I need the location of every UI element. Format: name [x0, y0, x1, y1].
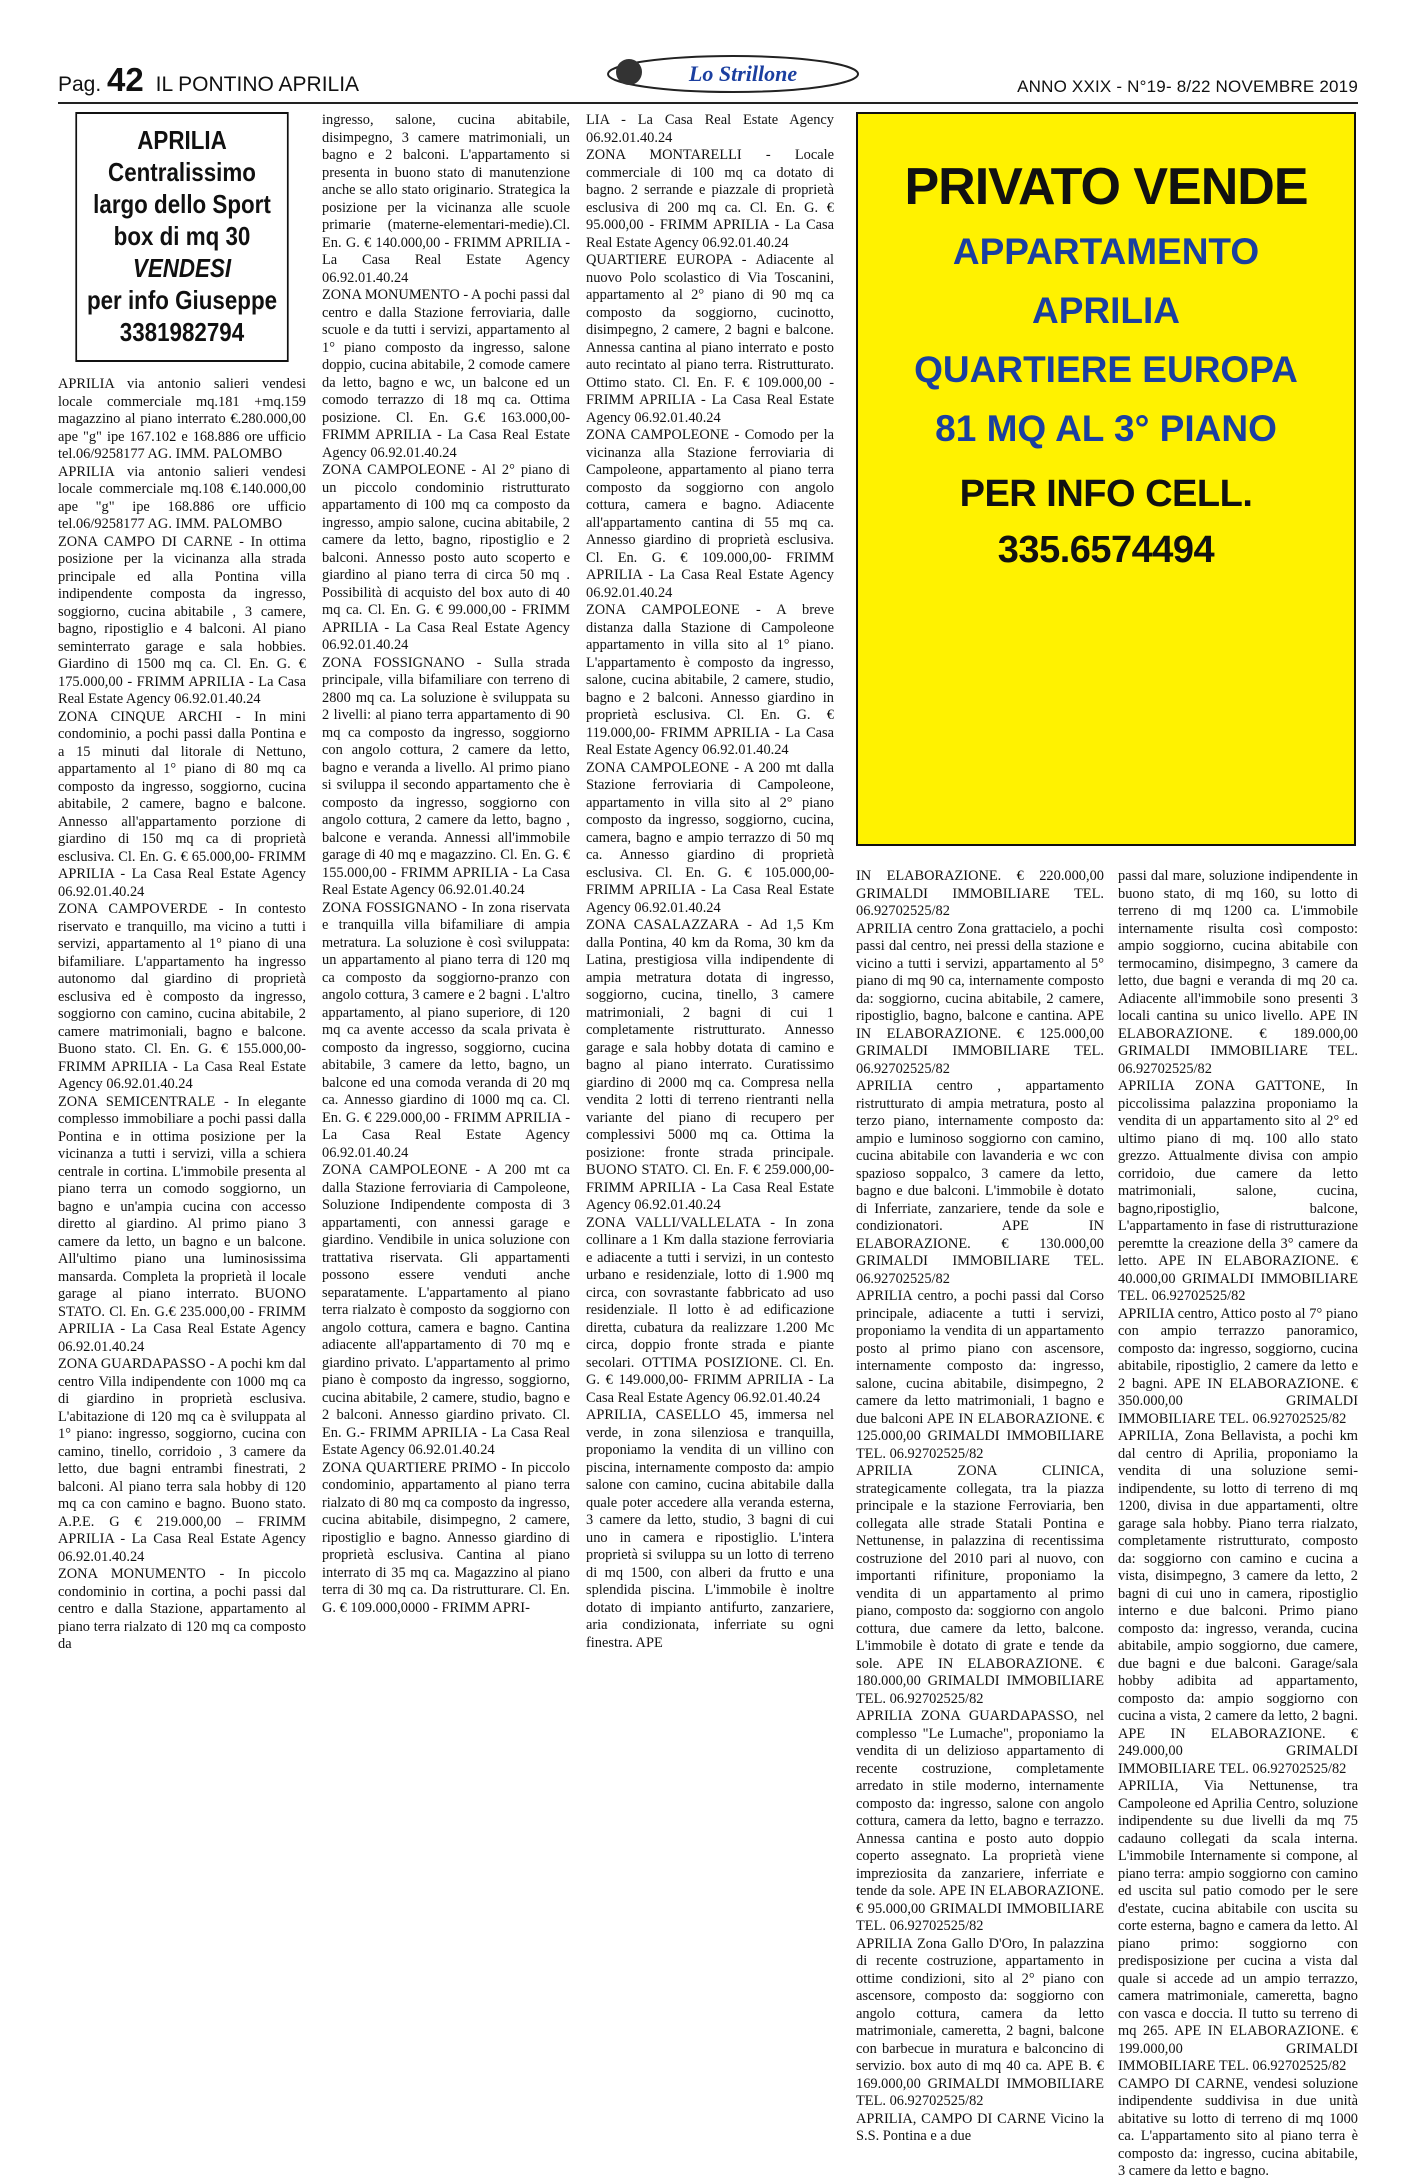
page-number: 42: [107, 61, 144, 98]
classified-ad: APRILIA, Via Nettunense, tra Campoleone ed Aprilia Centro, soluzione indipendente su due livelli da mq 75 cadauno collegati da scala interna. L'immobile Internamente si compone, al piano terra: ampio soggiorno con camino ed uscita sul patio comodo per le sere d'estate, cucina abitabile con uscita su corte esterna, bagno e camera da letto. Al piano primo: soggiorno con predisposizione per cucina a vista dal quale si accede ad un ampio terrazzo, camera matrimoniale, cameretta, bagno con vasca e doccia. Il tutto su terreno di mq 265. APE IN ELABORAZIONE. € 199.000,00 GRIMALDI IMMOBILIARE TEL. 06.92702525/82: [1118, 1778, 1358, 2074]
column-2: [322, 112, 570, 1617]
page-header: [58, 62, 1358, 104]
box-ad-line: APPARTAMENTO: [952, 231, 1260, 272]
classified-ad: ZONA CAMPOLEONE - A 200 mt dalla Stazione ferroviaria di Campoleone, appartamento in villa sito al 2° piano composto da ingresso, soggiorno, cucina, camera, bagno e ampio terrazzo di 50 mq ca. Annesso giardino di proprietà esclusiva. Cl. En. G. € 105.000,00- FRIMM APRILIA - La Casa Real Estate Agency 06.92.01.40.24: [586, 759, 834, 916]
column-3: [586, 112, 834, 1652]
box-ad-aprilia-box: [75, 112, 288, 362]
classified-ad: IN ELABORAZIONE. € 220.000,00 GRIMALDI IMMOBILIARE TEL. 06.92702525/82: [856, 868, 1104, 919]
classified-ad: APRILIA centro , appartamento ristrutturato di ampia metratura, posto al terzo piano, internamente composto da: ampio e luminoso soggiorno con camino, cucina abitabile con lavanderia e wc con spazioso soppalco, 3 camere da letto, bagno e due balconi. L'immobile è dotato di Inferriate, zanzariere, tende da sole e condizionatori. APE IN ELABORAZIONE. € 130.000,00 GRIMALDI IMMOBILIARE TEL. 06.92702525/82: [856, 1078, 1104, 1287]
logo-text: Lo Strillone: [688, 61, 798, 86]
edition-info: ANNO XXIX - N°19- 8/22 NOVEMBRE 2019: [1017, 77, 1358, 96]
box-ad-line: 81 MQ AL 3° PIANO: [935, 408, 1277, 449]
box-ad-vendesi: VENDESI: [132, 253, 232, 283]
box-ad-line: QUARTIERE EUROPA: [914, 349, 1298, 390]
classified-ad: APRILIA ZONA GUARDAPASSO, nel complesso "Le Lumache", proponiamo la vendita di un delizioso appartamento di recente costruzione, completamente arredato in stile moderno, internamente composto da: ingresso, salone con angolo cottura, camera da letto, bagno e terrazzo. Annessa cantina e posto auto doppio coperto assegnato. La proprietà viene impreziosita da zanzariere, inferriate e tende da sole. APE IN ELABORAZIONE. € 95.000,00 GRIMALDI IMMOBILIARE TEL. 06.92702525/82: [856, 1708, 1104, 1934]
classified-ad: APRILIA, Zona Bellavista, a pochi km dal centro di Aprilia, proponiamo la vendita di una soluzione semi-indipendente, su lotto di terreno di mq 1200, divisa in due appartamenti, oltre garage sala hobby. Piano terra rialzato, completamente ristrutturato, composto da: soggiorno con camino e cucina a vista, disimpegno, 3 camere da letto, 2 bagni di cui uno in camera, ripostiglio interno e due balconi. Primo piano composto da: ingresso, veranda, cucina abitabile, ampio soggiorno, due camere, due bagni e due balconi. Garage/sala hobby adibita ad appartamento, composto da: ampio soggiorno con cucina a vista, 2 camere da letto, 2 bagni. APE IN ELABORAZIONE. € 249.000,00 GRIMALDI IMMOBILIARE TEL. 06.92702525/82: [1118, 1428, 1358, 1777]
classified-ad: ZONA CAMPO DI CARNE - In ottima posizione per la vicinanza alla strada principale ed alla Pontina villa indipendente composta da ingresso, soggiorno, cucina abitabile , 3 camere, bagno, ripostiglio e 4 balconi. Al piano seminterrato garage e sala hobbies. Giardino di 1500 mq ca. Cl. En. G. € 175.000,00 - FRIMM APRILIA - La Casa Real Estate Agency 06.92.01.40.24: [58, 533, 306, 707]
box-ad-line: box di mq 30: [113, 221, 251, 251]
classified-ad: ZONA CAMPOLEONE - A 200 mt ca dalla Stazione ferroviaria di Campoleone, Soluzione Indipendente composta di 3 appartamenti, con annessi garage e giardino. Vendibile in unica soluzione con trattativa riservata. Gli appartamenti possono essere venduti anche separatamente. L'appartamento al piano terra rialzato è composto da soggiorno con angolo cottura, camera e bagno. Cantina adiacente all'appartamento di 70 mq e giardino privato. L'appartamento al primo piano è composto da ingresso, soggiorno, cucina abitabile, 2 camere, studio, bagno e 2 balconi. Annesso giardino privato. Cl. En. G.- FRIMM APRILIA - La Casa Real Estate Agency 06.92.01.40.24: [322, 1162, 570, 1458]
classified-ad: ZONA CINQUE ARCHI - In mini condominio, a pochi passi dalla Pontina e a 15 minuti dal litorale di Nettuno, appartamento al 1° piano di 80 mq ca composto da ingresso, soggiorno, cucina abitabile, 2 camere, bagno e balcone. Annesso all'appartamento porzione di giardino di 150 mq ca di proprietà esclusiva. Cl. En. G. € 65.000,00- FRIMM APRILIA - La Casa Real Estate Agency 06.92.01.40.24: [58, 708, 306, 900]
box-ad-line: APRILIA: [137, 125, 227, 155]
classified-ad: CAMPO DI CARNE, vendesi soluzione indipendente suddivisa in due unità abitative su lotto di terreno di mq 1000 ca. L'appartamento sito al piano terra è composto da: ingresso, cucina abitabile, 3 camere da letto e bagno.: [1118, 2075, 1358, 2179]
classified-ad: ZONA VALLI/VALLELATA - In zona collinare a 1 Km dalla stazione ferroviaria e adiacente a tutti i servizi, in un contesto urbano e residenziale, lotto di 1.900 mq circa, con sovrastante fabbricato ad uso residenziale. Il lotto è ad edificazione diretta, cubatura da realizzare 1.200 Mc circa, doppio fronte strada e piante secolari. OTTIMA POSIZIONE. Cl. En. G. € 149.000,00- FRIMM APRILIA - La Casa Real Estate Agency 06.92.01.40.24: [586, 1214, 834, 1406]
classified-ad: LIA - La Casa Real Estate Agency 06.92.01.40.24: [586, 112, 834, 146]
column-4: [856, 868, 1104, 2146]
classified-ad: ZONA SEMICENTRALE - In elegante complesso immobiliare a pochi passi dalla Pontina e in ottima posizione per la vicinanza a tutti i servizi, villa a schiera centrale in cortina. L'immobile presenta al piano terra un comodo soggiorno, un bagno e un'ampia cucina con accesso diretto al giardino. Al primo piano 3 camere da letto, un bagno e un balcone. All'ultimo piano una luminosissima mansarda. Completa la proprietà il locale garage al piano interrato. BUONO STATO. Cl. En. G.€ 235.000,00 - FRIMM APRILIA - La Casa Real Estate Agency 06.92.01.40.24: [58, 1093, 306, 1355]
page-label: [58, 61, 359, 99]
classified-ad: ZONA CAMPOLEONE - Al 2° piano di un piccolo condominio ristrutturato appartamento di 100 mq ca composto da ingresso, ampio salone, cucina abitabile, 2 camere da letto, bagno, ripostiglio e 2 balconi. Annesso posto auto scoperto e giardino al piano terra di circa 50 mq . Possibilità di acquisto del box auto di 40 mq ca. Cl. En. G. € 99.000,00 - FRIMM APRILIA - La Casa Real Estate Agency 06.92.01.40.24: [322, 462, 570, 653]
classified-ad: APRILIA, CAMPO DI CARNE Vicino la S.S. Pontina e a due: [856, 2110, 1104, 2144]
box-ad-line: largo dello Sport: [93, 189, 271, 219]
classified-ad: APRILIA, CASELLO 45, immersa nel verde, in zona silenziosa e tranquilla, proponiamo la vendita di un villino con piscina, internamente composto da: ampio salone con camino, cucina abitabile dalla quale poter accedere alla veranda esterna, 3 camere da letto, studio, 3 bagni di cui uno in camera e ripostiglio. L'intera proprietà si sviluppa su un lotto di terreno di mq 1500, con alberi da frutto e una splendida piscina. L'immobile è inoltre dotato di impianto antifurto, zanzariere, aria condizionata, inferriate su ogni finestra. APE: [586, 1407, 834, 1651]
box-ad-info: per info Giuseppe: [86, 285, 278, 315]
box-ad-line: APRILIA: [1032, 290, 1180, 331]
classified-ad: ZONA GUARDAPASSO - A pochi km dal centro Villa indipendente con 1000 mq ca di giardino in proprietà esclusiva. L'abitazione di 120 mq ca è sviluppata al 1° piano: ingresso, soggiorno, cucina con camino, tinello, corridoio , 3 camere da letto, due bagni entrambi finestrati, 2 balconi. Al piano terra sala hobby di 120 mq ca con camino e bagno. Buono stato. A.P.E. G € 219.000,00 – FRIMM APRILIA - La Casa Real Estate Agency 06.92.01.40.24: [58, 1356, 306, 1565]
box-ad-privato-vende: [856, 112, 1356, 846]
classified-ad: ZONA MONUMENTO - A pochi passi dal centro e dalla Stazione ferroviaria, dalle scuole e da tutti i servizi, appartamento al 1° piano composto da ingresso, salone doppio, cucina abitabile, 2 comode camere da letto, bagno e wc, un balcone ed un comodo terrazzo di 18 mq ca. Ottima posizione. Cl. En. G.€ 163.000,00- FRIMM APRILIA - La Casa Real Estate Agency 06.92.01.40.24: [322, 287, 570, 461]
classified-ad: ZONA CAMPOVERDE - In contesto riservato e tranquillo, ma vicino a tutti i servizi, appartamento al 1° piano di una bifamiliare. L'appartamento ha ingresso autonomo dal giardino di proprietà esclusiva ed è composto da ingresso, soggiorno con camino, cucina abitabile, 2 camere matrimoniali, bagno e balcone. Buono stato. Cl. En. G. € 155.000,00- FRIMM APRILIA - La Casa Real Estate Agency 06.92.01.40.24: [58, 901, 306, 1092]
classified-ad: APRILIA centro, a pochi passi dal Corso principale, adiacente a tutti i servizi, proponiamo la vendita di un appartamento posto al primo piano con ascensore, internamente composto da: ingresso, salone, cucina abitabile, disimpegno, 2 camere da letto matrimoniali, 1 bagno e due balconi APE IN ELABORAZIONE. € 125.000,00 GRIMALDI IMMOBILIARE TEL. 06.92702525/82: [856, 1288, 1104, 1462]
classified-ad: ZONA MONUMENTO - In piccolo condominio in cortina, a pochi passi dal centro e dalla Stazione, appartamento al piano terra rialzato di 120 mq ca composto da: [58, 1566, 306, 1652]
classified-ad: APRILIA via antonio salieri vendesi locale commerciale mq.108 €.140.000,00 ape "g" ipe 168.886 ore ufficio tel.06/9258177 AG. IMM. PALOMBO: [58, 463, 306, 532]
classified-ad: APRILIA centro Zona grattacielo, a pochi passi dal centro, nei pressi della stazione e vicino a tutti i servizi, appartamento al 5° piano di mq 90 ca, internamente composto da: soggiorno, cucina abitabile, 2 camere, ripostiglio, bagno, balcone e cantina. APE IN ELABORAZIONE. € 125.000,00 GRIMALDI IMMOBILIARE TEL. 06.92702525/82: [856, 920, 1104, 1077]
masthead-logo: [603, 52, 863, 96]
classified-ad: ZONA CAMPOLEONE - Comodo per la vicinanza alla Stazione ferroviaria di Campoleone, appartamento al piano terra composto da soggiorno con angolo cottura, camera e bagno. Adiacente all'appartamento cantina di 55 mq ca. Annesso giardino di proprietà esclusiva. Cl. En. G. € 109.000,00- FRIMM APRILIA - La Casa Real Estate Agency 06.92.01.40.24: [586, 427, 834, 601]
classified-ad: ingresso, salone, cucina abitabile, disimpegno, 3 camere matrimoniali, un bagno e 2 balconi. L'appartamento si presenta in buono stato di manutenzione anche se allo stato originario. Strategica la posizione per la vicinanza alle scuole primarie (materne-elementari-medie).Cl. En. G. € 140.000,00 - FRIMM APRILIA - La Casa Real Estate Agency 06.92.01.40.24: [322, 112, 570, 286]
classified-ad: APRILIA Zona Gallo D'Oro, In palazzina di recente costruzione, appartamento in ottime condizioni, sito al 2° piano con ascensore, composto da: soggiorno con angolo cottura, camera da letto matrimoniale, cameretta, 2 bagni, balcone con barbecue in muratura e balconcino di servizio. box auto di mq 40 ca. APE B. € 169.000,00 GRIMALDI IMMOBILIARE TEL. 06.92702525/82: [856, 1935, 1104, 2109]
classified-ad: ZONA FOSSIGNANO - Sulla strada principale, villa bifamiliare con terreno di 2800 mq ca. La soluzione è sviluppata su 2 livelli: al piano terra appartamento di 90 mq ca composto da ingresso, soggiorno con angolo cottura, 2 camere da letto, bagno e veranda a livello. Al primo piano si sviluppa il secondo appartamento che è composto da ingresso, soggiorno con angolo cottura, 2 camere da letto, bagno , balcone e veranda. Annessi all'immobile garage di 40 mq e magazzino. Cl. En. G. € 155.000,00 - FRIMM APRILIA - La Casa Real Estate Agency 06.92.01.40.24: [322, 654, 570, 898]
classified-ad: passi dal mare, soluzione indipendente in buono stato, di mq 160, su lotto di terreno di mq 1200 ca. L'immobile internamente risulta così composto: ampio soggiorno, cucina abitabile con termocamino, disimpegno, 3 camere da letto, due bagni e veranda di mq 20 ca. Adiacente all'immobile sono presenti 3 locali cantina su unico livello. APE IN ELABORAZIONE. € 189.000,00 GRIMALDI IMMOBILIARE TEL. 06.92702525/82: [1118, 868, 1358, 1077]
publication-name: IL PONTINO APRILIA: [155, 73, 360, 96]
classified-ad: QUARTIERE EUROPA - Adiacente al nuovo Polo scolastico di Via Toscanini, appartamento al 2° piano di 90 mq ca composto da soggiorno, cucinotto, disimpegno, 2 camere, 2 bagni e balcone. Annessa cantina al piano interrato e posto auto recintato al piano terra. Ristrutturato. Ottimo stato. Cl. En. F. € 109.000,00 - FRIMM APRILIA - La Casa Real Estate Agency 06.92.01.40.24: [586, 252, 834, 426]
classified-ad: APRILIA via antonio salieri vendesi locale commerciale mq.181 +mq.159 magazzino al piano interrato €.280.000,00 ape "g" ipe 167.102 e 168.886 ore ufficio tel.06/9258177 AG. IMM. PALOMBO: [58, 376, 306, 462]
box-ad-contact: PER INFO CELL. 335.6574494: [959, 473, 1253, 571]
box-ad-headline: PRIVATO VENDE: [904, 158, 1308, 216]
column-1: [58, 112, 306, 1654]
classified-ad: ZONA MONTARELLI - Locale commerciale di 100 mq ca dotato di bagno. 2 serrande e piazzale di proprietà esclusiva di 200 mq ca. Cl. En. G. € 95.000,00 - FRIMM APRILIA - La Casa Real Estate Agency 06.92.01.40.24: [586, 147, 834, 251]
classified-ad: APRILIA ZONA CLINICA, strategicamente collegata, tra la piazza principale e la stazione Ferroviaria, ben collegata alle strade Statali Pontina e Nettunense, in palazzina di recentissima costruzione del 2010 pari al nuovo, con importanti rifiniture, proponiamo la vendita di un appartamento al primo piano, composto da: soggiorno con angolo cottura, due camere da letto, balcone. L'immobile è dotato di grate e tende da sole. APE IN ELABORAZIONE. € 180.000,00 GRIMALDI IMMOBILIARE TEL. 06.92702525/82: [856, 1463, 1104, 1707]
classified-ad: ZONA CAMPOLEONE - A breve distanza dalla Stazione di Campoleone appartamento in villa sito al 1° piano. L'appartamento è composto da ingresso, salone, cucina abitabile, 2 camere, studio, bagno e 2 balconi. Annesso giardino in proprietà esclusiva. Cl. En. G. € 119.000,00- FRIMM APRILIA - La Casa Real Estate Agency 06.92.01.40.24: [586, 602, 834, 758]
classified-ad: APRILIA ZONA GATTONE, In piccolissima palazzina proponiamo la vendita di un appartamento sito al 2° ed ultimo piano di mq. 100 allo stato grezzo. Attualmente divisa con ampio corridoio, due camere da letto matrimoniali, salone, cucina, bagno,ripostiglio, balcone, L'appartamento in fase di ristrutturazione peremtte la creazione della 3° camere da letto. APE IN ELABORAZIONE. € 40.000,00 GRIMALDI IMMOBILIARE TEL. 06.92702525/82: [1118, 1078, 1358, 1304]
classified-ad: ZONA QUARTIERE PRIMO - In piccolo condominio, appartamento al piano terra rialzato di 80 mq ca composto da ingresso, cucina abitabile, disimpegno, 2 camere, ripostiglio e bagno. Annesso giardino di proprietà esclusiva. Cantina al piano interrato di 35 mq ca. Magazzino al piano terra di 30 mq ca. Da ristrutturare. Cl. En. G. € 109.000,0000 - FRIMM APRI-: [322, 1459, 570, 1616]
box-ad-phone: 3381982794: [119, 317, 245, 347]
box-ad-line: Centralissimo: [108, 157, 256, 187]
classified-ad: ZONA CASALAZZARA - Ad 1,5 Km dalla Pontina, 40 km da Roma, 30 km da Latina, prestigiosa villa indipendente di ampia metratura dotata di ingresso, soggiorno, cucina, tinello, 3 camere matrimoniali, 2 bagni di cui 1 completamente ristrutturato. Annesso garage e sala hobby dotata di camino e bagno al piano interrato. Curatissimo giardino di 2000 mq ca. Compresa nella vendita 2 lotti di terreno rientranti nella variante del piano di recupero per complessivi 5000 mq ca. Ottima la posizione: fronte strada principale. BUONO STATO. Cl. En. F. € 259.000,00- FRIMM APRILIA - La Casa Real Estate Agency 06.92.01.40.24: [586, 917, 834, 1213]
page-label-text: Pag.: [58, 73, 102, 96]
classified-ad: APRILIA centro, Attico posto al 7° piano con ampio terrazzo panoramico, composto da: ingresso, soggiorno, cucina abitabile, ripostiglio, 2 camere da letto e 2 bagni. APE IN ELABORAZIONE. € 350.000,00 GRIMALDI IMMOBILIARE TEL. 06.92702525/82: [1118, 1305, 1358, 1427]
column-5: [1118, 868, 1358, 2181]
classified-ad: ZONA FOSSIGNANO - In zona riservata e tranquilla villa bifamiliare di ampia metratura. La soluzione è così sviluppata: un appartamento al piano terra di 120 mq ca composto da soggiorno-pranzo con angolo cottura, 3 camere e 2 bagni . L'altro appartamento, al piano superiore, di 120 mq ca avente accesso da scala privata è composto da ingresso, soggiorno, cucina abitabile, 3 camere da letto, bagno, un balcone ed una comoda veranda di 20 mq ca. Annesso giardino di 1000 mq ca. Cl. En. G. € 229.000,00 - FRIMM APRILIA - La Casa Real Estate Agency 06.92.01.40.24: [322, 899, 570, 1161]
